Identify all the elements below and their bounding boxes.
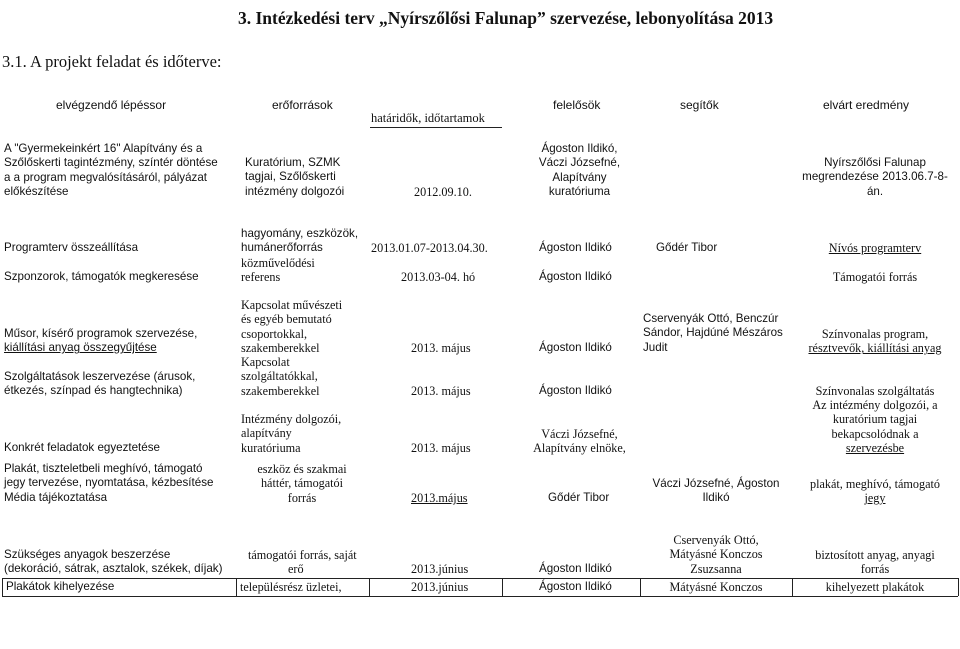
row8-result: [792, 548, 958, 577]
row2-responsible: Ágoston Ildikó: [539, 241, 612, 254]
row6-resources-line: alapítvány: [241, 426, 292, 441]
row8-step-line: (dekoráció, sátrak, asztalok, székek, díjak): [4, 562, 223, 576]
row9-resources: településrész üzletei,: [240, 580, 342, 594]
row6-result-line: Az intézmény dolgozói, a: [812, 398, 938, 412]
row9-col-border: [369, 578, 370, 596]
row1-result-line: án.: [866, 184, 884, 198]
row7-step-line: Plakát, tiszteletbeli meghívó, támogató: [4, 462, 203, 475]
row1-result-line: megrendezése 2013.06.7-8-: [802, 170, 948, 184]
row1-responsible: [507, 142, 652, 199]
row1-resources-line: Kuratórium, SZMK: [245, 156, 341, 169]
row4-step-line: kiállítási anyag összegyűjtése: [4, 341, 157, 355]
row4-helpers-line: Sándor, Hajdúné Mészáros: [643, 326, 783, 340]
row8-helpers: [640, 533, 792, 576]
row7-helpers-line: Ildikó: [702, 491, 730, 505]
header-helpers: segítők: [680, 98, 719, 112]
header-step: elvégzendő lépéssor: [56, 98, 167, 112]
row5-step-line: étkezés, színpad és hangtechnika): [4, 384, 183, 398]
row5-step-line: Szolgáltatások leszervezése (árusok,: [4, 370, 196, 383]
row8-deadline: 2013.június: [411, 562, 469, 576]
row7-deadline: 2013.május: [411, 491, 468, 505]
row9-step: Plakátok kihelyezése: [6, 580, 115, 593]
row8-step: [4, 548, 222, 577]
row9-top-border: [2, 578, 958, 579]
row7-resources-line: eszköz és szakmai: [257, 462, 347, 476]
row7-result-line: jegy: [864, 491, 886, 506]
row1-resources: [245, 156, 344, 199]
row1-result: [792, 156, 958, 199]
row3-resources: [241, 256, 315, 285]
row1-step-line: a a program megvalósításáról, pályázat: [4, 170, 207, 184]
row2-result: Nívós programterv: [828, 241, 922, 255]
row6-responsible: [507, 427, 652, 456]
header-deadline: határidők, időtartamok: [371, 111, 485, 125]
row3-result: Támogatói forrás: [832, 270, 918, 284]
row5-resources-line: szakemberekkel: [241, 383, 320, 398]
row1-deadline: 2012.09.10.: [414, 185, 472, 199]
row9-bottom-border: [2, 596, 958, 597]
row2-helpers: Gődér Tibor: [656, 241, 718, 254]
row5-step: [4, 370, 195, 399]
row4-deadline: 2013. május: [411, 341, 471, 355]
row9-helpers: Mátyásné Konczos: [669, 580, 763, 594]
row6-deadline: 2013. május: [411, 441, 471, 455]
row4-step: [4, 327, 197, 356]
row7-step-line: jegy tervezése, nyomtatása, kézbesítése: [4, 476, 214, 490]
row4-result: [792, 327, 958, 356]
row1-responsible-line: Ágoston Ildikó,: [541, 142, 618, 155]
row7-helpers-line: Váczi Józsefné, Ágoston: [652, 477, 780, 490]
row8-helpers-line: Mátyásné Konczos: [669, 547, 763, 562]
row7-resources-line: forrás: [287, 490, 317, 505]
row9-deadline: 2013.június: [411, 580, 469, 594]
header-responsible: felelősök: [553, 98, 601, 112]
row2-deadline: 2013.01.07-2013.04.30.: [371, 241, 488, 255]
row9-col-border: [958, 578, 959, 596]
row1-step: [4, 142, 218, 199]
row4-result-line: résztvevők, kiállítási anyag: [808, 341, 942, 356]
row6-result-line: kuratórium tagjai: [832, 412, 918, 427]
row5-resources: [241, 355, 320, 398]
row1-responsible-line: kuratóriuma: [548, 184, 611, 198]
row9-col-border: [2, 578, 3, 596]
row6-responsible-line: Váczi Józsefné,: [541, 427, 618, 441]
row4-resources: [241, 298, 342, 355]
row8-resources-line: erő: [288, 562, 304, 577]
row5-deadline: 2013. május: [411, 384, 471, 398]
row6-resources-line: Intézmény dolgozói,: [241, 412, 342, 426]
row4-step-line: Műsor, kísérő programok szervezése,: [4, 327, 198, 340]
row1-step-line: előkészítése: [4, 184, 69, 198]
row8-resources: [248, 548, 357, 577]
row4-responsible: Ágoston Ildikó: [539, 341, 612, 354]
row1-responsible-line: Váczi Józsefné,: [538, 156, 621, 170]
row2-resources-line: humánerőforrás: [241, 241, 323, 255]
row8-step-line: Szükséges anyagok beszerzése: [4, 548, 171, 561]
row1-result-line: Nyírszőlősi Falunap: [824, 156, 926, 169]
row3-resources-line: referens: [241, 270, 281, 285]
row8-helpers-line: Zsuzsanna: [690, 561, 742, 576]
header-result: elvárt eredmény: [823, 98, 910, 112]
row4-result-line: Színvonalas program,: [821, 327, 929, 341]
row3-deadline: 2013.03-04. hó: [401, 270, 476, 284]
row5-responsible: Ágoston Ildikó: [539, 384, 612, 397]
row4-resources-line: és egyéb bemutató: [241, 312, 332, 327]
row6-result-line: bekapcsolódnak a: [831, 426, 919, 441]
row7-step: [4, 462, 213, 505]
row6-result-line: szervezésbe: [845, 440, 905, 455]
document-title: 3. Intézkedési terv „Nyírszőlősi Falunap” szervezése, lebonyolítása 2013: [238, 8, 774, 28]
row1-step-line: Szőlőskerti tagintézmény, színtér döntése: [4, 156, 218, 170]
header-underline: [370, 127, 502, 128]
row2-resources-line: hagyomány, eszközök,: [241, 227, 359, 240]
row7-resources-line: háttér, támogatói: [260, 476, 344, 491]
row3-step: Szponzorok, támogatók megkeresése: [4, 270, 199, 283]
row6-resources: [241, 412, 341, 455]
row1-resources-line: intézmény dolgozói: [245, 184, 345, 198]
row4-helpers-line: Cservenyák Ottó, Benczúr: [643, 312, 779, 325]
row4-resources-line: csoportokkal,: [241, 326, 308, 341]
row7-step-line: Média tájékoztatása: [4, 490, 108, 504]
row6-resources-line: kuratóriuma: [241, 440, 301, 455]
row4-resources-line: szakemberekkel: [241, 340, 320, 355]
row9-col-border: [236, 578, 237, 596]
row7-result-line: plakát, meghívó, támogató: [810, 477, 940, 491]
row1-responsible-line: Alapítvány: [552, 170, 607, 184]
row4-helpers-line: Judit: [643, 340, 668, 354]
row4-helpers: [643, 312, 783, 355]
row7-result: [792, 477, 958, 506]
row4-resources-line: Kapcsolat művészeti: [241, 298, 343, 312]
row8-resources-line: támogatói forrás, saját: [248, 548, 357, 562]
row9-result: kihelyezett plakátok: [825, 580, 925, 594]
row8-responsible: Ágoston Ildikó: [539, 562, 612, 575]
row3-resources-line: közművelődési: [241, 256, 315, 270]
row6-result: [792, 398, 958, 455]
row1-resources-line: tagjai, Szőlőskerti: [245, 170, 336, 184]
row7-helpers: [640, 477, 792, 506]
row9-col-border: [502, 578, 503, 596]
row6-responsible-line: Alapítvány elnöke,: [533, 441, 626, 456]
row7-resources: [236, 462, 368, 505]
row5-resources-line: Kapcsolat: [241, 355, 290, 369]
row2-resources: [241, 227, 358, 256]
row5-resources-line: szolgáltatókkal,: [241, 369, 318, 384]
row8-result-line: biztosított anyag, anyagi: [815, 548, 935, 562]
row5-result: Színvonalas szolgáltatás: [815, 384, 935, 398]
row2-step: Programterv összeállítása: [4, 241, 139, 254]
row9-responsible: Ágoston Ildikó: [539, 580, 612, 593]
header-resources: erőforrások: [272, 98, 333, 112]
row1-step-line: A "Gyermekeinkért 16" Alapítvány és a: [4, 142, 203, 155]
row8-result-line: forrás: [860, 562, 890, 577]
section-subtitle: 3.1. A projekt feladat és időterve:: [2, 52, 222, 71]
row7-responsible: Gődér Tibor: [548, 491, 610, 504]
row3-responsible: Ágoston Ildikó: [539, 270, 612, 283]
row8-helpers-line: Cservenyák Ottó,: [673, 533, 759, 547]
row6-step: Konkrét feladatok egyeztetése: [4, 441, 160, 454]
